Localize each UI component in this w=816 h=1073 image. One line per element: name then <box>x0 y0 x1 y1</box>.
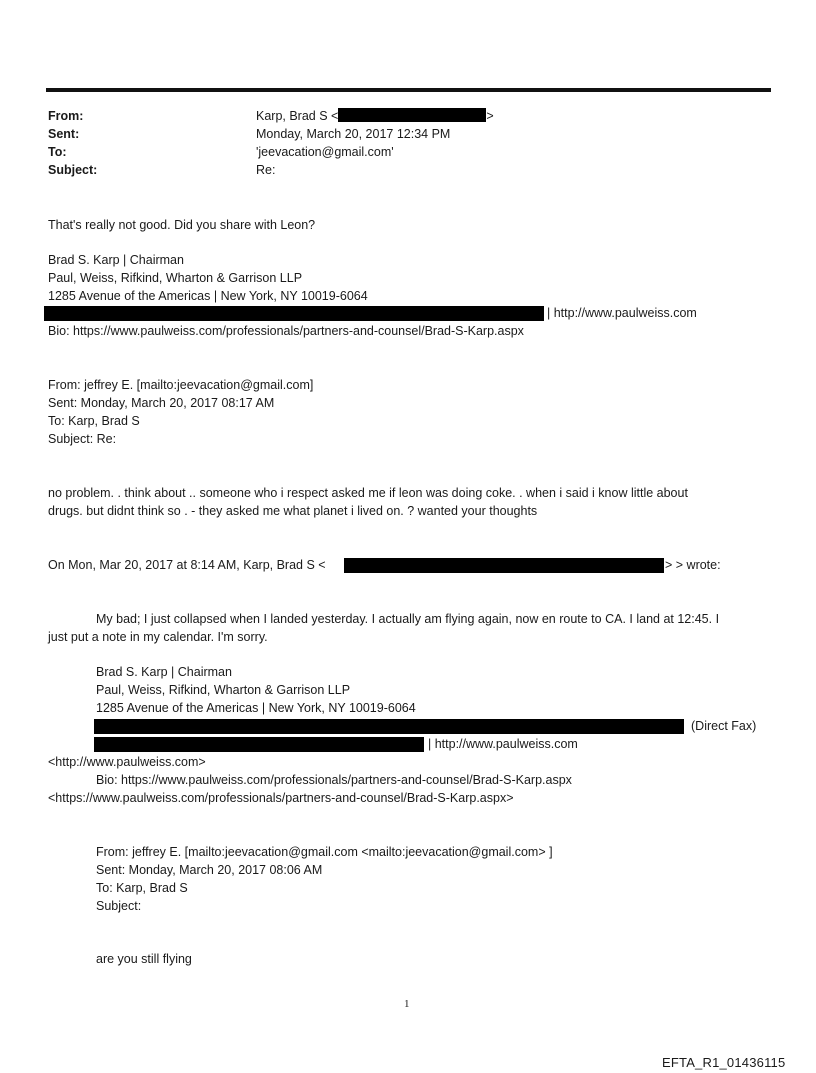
redaction-block <box>94 737 424 752</box>
sig-bio: Bio: https://www.paulweiss.com/professionals/partners-and-counsel/Brad-S-Karp.aspx <box>48 324 524 338</box>
redaction-block <box>44 306 544 321</box>
quoted2-sig-bio-bracket: <https://www.paulweiss.com/professionals/partners-and-counsel/Brad-S-Karp.aspx> <box>48 791 514 805</box>
quoted1-to: To: Karp, Brad S <box>48 414 140 428</box>
quoted2-sig-web-bracket: <http://www.paulweiss.com> <box>48 755 206 769</box>
sent-label: Sent: <box>48 127 80 141</box>
quoted2-body-line1: My bad; I just collapsed when I landed yesterday. I actually am flying again, now en route to CA. I land at 12:45. I <box>96 612 720 626</box>
quoted2-sig-fax: (Direct Fax) <box>691 719 757 733</box>
sig-address: 1285 Avenue of the Americas | New York, NY 10019-6064 <box>48 289 368 303</box>
page-number: 1 <box>404 998 410 1010</box>
sig-web: | http://www.paulweiss.com <box>547 306 697 320</box>
from-value <box>256 108 494 125</box>
subject-label: Subject: <box>48 163 98 177</box>
quoted2-sig-web: | http://www.paulweiss.com <box>428 737 578 751</box>
subject-value: Re: <box>256 163 276 177</box>
to-label: To: <box>48 145 67 159</box>
on-wrote-prefix: On Mon, Mar 20, 2017 at 8:14 AM, Karp, Brad S < <box>48 558 326 572</box>
from-name: Karp, Brad S < <box>256 109 339 123</box>
to-value: 'jeevacation@gmail.com' <box>256 145 394 159</box>
quoted1-body-line2: drugs. but didnt think so . - they asked me what planet i lived on. ? wanted your thoughts <box>48 504 538 518</box>
header-rule <box>46 88 771 92</box>
sig-firm: Paul, Weiss, Rifkind, Wharton & Garrison LLP <box>48 271 303 285</box>
quoted3-subject: Subject: <box>96 899 142 913</box>
quoted2-sig-name: Brad S. Karp | Chairman <box>96 665 232 679</box>
quoted2-sig-bio: Bio: https://www.paulweiss.com/professionals/partners-and-counsel/Brad-S-Karp.aspx <box>96 773 572 787</box>
redaction-block <box>344 558 664 573</box>
reply-body: That's really not good. Did you share with Leon? <box>48 218 316 232</box>
from-label: From: <box>48 109 84 123</box>
from-suffix: > <box>486 109 494 123</box>
quoted2-sig-firm: Paul, Weiss, Rifkind, Wharton & Garrison LLP <box>96 683 351 697</box>
quoted1-body-line1: no problem. . think about .. someone who i respect asked me if leon was doing coke. . when i said i know little about <box>48 486 688 500</box>
quoted1-from: From: jeffrey E. [mailto:jeevacation@gmail.com] <box>48 378 314 392</box>
sent-value: Monday, March 20, 2017 12:34 PM <box>256 127 451 141</box>
document-id: EFTA_R1_01436115 <box>662 1055 786 1070</box>
quoted1-subject: Subject: Re: <box>48 432 117 446</box>
quoted3-body: are you still flying <box>96 952 192 966</box>
quoted1-sent: Sent: Monday, March 20, 2017 08:17 AM <box>48 396 275 410</box>
quoted2-sig-address: 1285 Avenue of the Americas | New York, NY 10019-6064 <box>96 701 416 715</box>
quoted3-from: From: jeffrey E. [mailto:jeevacation@gmail.com <mailto:jeevacation@gmail.com> ] <box>96 845 553 859</box>
redaction-block <box>94 719 684 734</box>
quoted3-to: To: Karp, Brad S <box>96 881 188 895</box>
redaction-block <box>338 108 486 122</box>
on-wrote-suffix: > > wrote: <box>665 558 721 572</box>
quoted2-body-line2: just put a note in my calendar. I'm sorry. <box>48 630 268 644</box>
quoted3-sent: Sent: Monday, March 20, 2017 08:06 AM <box>96 863 323 877</box>
sig-name: Brad S. Karp | Chairman <box>48 253 184 267</box>
